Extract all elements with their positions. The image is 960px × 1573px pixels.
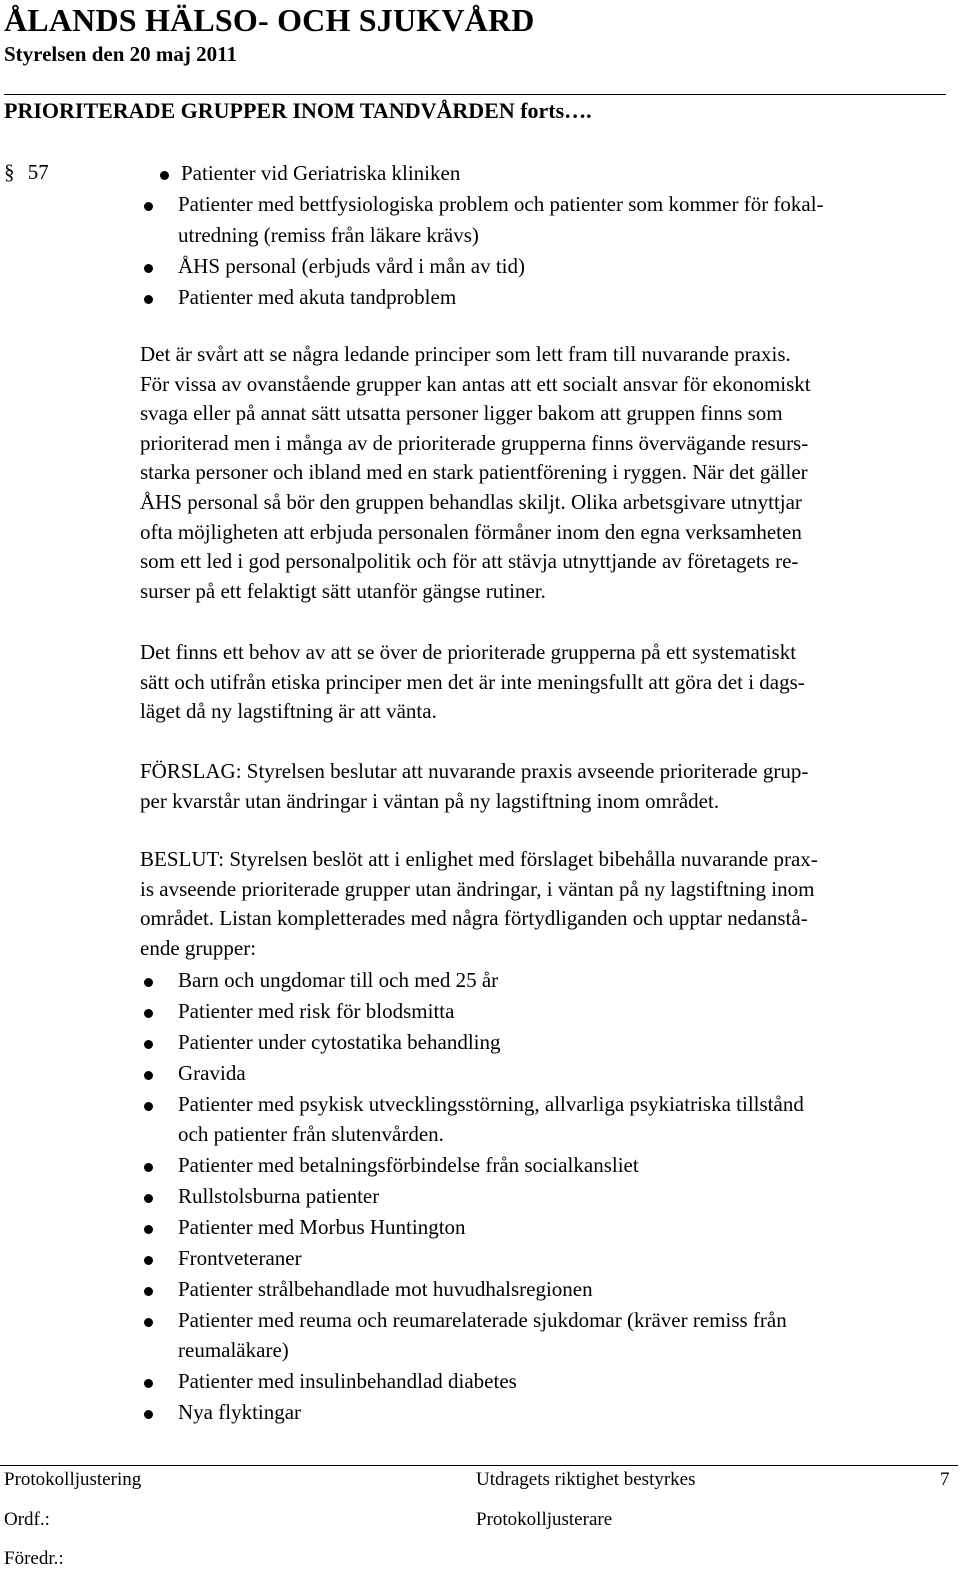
organization-name: ÅLANDS HÄLSO- OCH SJUKVÅRD	[4, 2, 535, 38]
bullet-icon	[144, 1287, 153, 1296]
paragraph-line: svaga eller på annat sätt utsatta personer ligger bakom att gruppen finns som	[140, 401, 783, 426]
page-number: 7	[940, 1469, 950, 1490]
bullet-icon	[160, 171, 169, 180]
bullet-icon	[144, 1009, 153, 1018]
paragraph-line: Det finns ett behov av att se över de prioriterade grupperna på ett systematiskt	[140, 640, 797, 664]
paragraph-line: ÅHS personal så bör den gruppen behandlas skiljt. Olika arbetsgivare utnyttjar	[140, 490, 802, 514]
list-item-text: Frontveteraner	[178, 1246, 302, 1270]
bullet-icon	[144, 202, 153, 211]
bullet-icon	[144, 1040, 153, 1049]
bullet-icon	[144, 1379, 153, 1388]
footer-presenter-label: Föredr.:	[4, 1548, 64, 1569]
bullet-icon	[144, 978, 153, 987]
paragraph-line: is avseende prioriterade grupper utan ändringar, i väntan på ny lagstiftning inom	[140, 876, 815, 901]
list-item-text: Patienter med akuta tandproblem	[178, 285, 457, 309]
bullet-icon	[144, 1225, 153, 1234]
paragraph-line: Det är svårt att se några ledande principer som lett fram till nuvarande praxis.	[140, 342, 791, 366]
bullet-icon	[144, 1102, 153, 1111]
paragraph-line: prioriterad men i många av de prioriterade grupperna finns övervägande resurs-	[140, 430, 809, 455]
list-item-text: Patienter under cytostatika behandling	[178, 1030, 501, 1054]
paragraph-line: som ett led i god personalpolitik och för att stävja utnyttjande av företagets re-	[140, 549, 799, 574]
list-item-text: Patienter med Morbus Huntington	[178, 1215, 466, 1239]
bullet-icon	[144, 295, 153, 304]
bullet-icon	[144, 1318, 153, 1327]
list-item-text: Patienter med reuma och reumarelaterade sjukdomar (kräver remiss från	[178, 1308, 787, 1332]
list-item-text: Barn och ungdomar till och med 25 år	[178, 968, 499, 992]
list-item-text: Patienter med bettfysiologiska problem och patienter som kommer för fokal-	[178, 192, 824, 216]
list-item-text: Rullstolsburna patienter	[178, 1184, 380, 1208]
meeting-date: Styrelsen den 20 maj 2011	[4, 42, 237, 66]
list-item-text: Nya flyktingar	[178, 1400, 302, 1424]
paragraph-line: per kvarstår utan ändringar i väntan på ny lagstiftning inom området.	[140, 788, 720, 813]
list-item-text: Patienter med betalningsförbindelse från socialkansliet	[178, 1153, 639, 1177]
list-item-text: och patienter från slutenvården.	[178, 1122, 444, 1146]
paragraph-line: starka personer och ibland med en stark patientförening i ryggen. När det gäller	[140, 460, 808, 485]
paragraph-line: läget då ny lagstiftning är att vänta.	[140, 699, 437, 724]
bullet-icon	[144, 1410, 153, 1419]
paragraph-line: BESLUT: Styrelsen beslöt att i enlighet med förslaget bibehålla nuvarande prax-	[140, 847, 818, 871]
paragraph-line: FÖRSLAG: Styrelsen beslutar att nuvarande praxis avseende prioriterade grup-	[140, 759, 809, 783]
footer-certification-label: Utdragets riktighet bestyrkes	[476, 1469, 696, 1490]
list-item-text: Patienter med insulinbehandlad diabetes	[178, 1369, 517, 1393]
list-item-text: Gravida	[178, 1061, 246, 1085]
header-divider	[4, 94, 946, 95]
bullet-icon	[144, 1071, 153, 1080]
paragraph-line: ende grupper:	[140, 935, 257, 960]
paragraph-symbol: §	[4, 160, 15, 184]
section-title: PRIORITERADE GRUPPER INOM TANDVÅRDEN forts….	[4, 98, 592, 123]
list-item-text: Patienter strålbehandlade mot huvudhalsregionen	[178, 1277, 593, 1301]
list-item-text: utredning (remiss från läkare krävs)	[178, 223, 479, 247]
footer-adjuster-label: Protokolljusterare	[476, 1509, 613, 1530]
bullet-icon	[144, 1194, 153, 1203]
footer-chair-label: Ordf.:	[4, 1509, 50, 1530]
paragraph-line: surser på ett felaktigt sätt utanför gängse rutiner.	[140, 578, 546, 603]
bullet-icon	[144, 1163, 153, 1172]
paragraph-number	[4, 160, 49, 185]
paragraph-line: ofta möjligheten att erbjuda personalen förmåner inom den egna verksamheten	[140, 519, 802, 544]
list-item-text: Patienter med psykisk utvecklingsstörning, allvarliga psykiatriska tillstånd	[178, 1092, 804, 1116]
paragraph-line: området. Listan kompletterades med några förtydliganden och upptar nedanstå-	[140, 906, 808, 931]
bullet-icon	[144, 264, 153, 273]
list-item-text: ÅHS personal (erbjuds vård i mån av tid)	[178, 254, 526, 278]
footer-adjustment-label: Protokolljustering	[4, 1469, 142, 1490]
bullet-icon	[144, 1256, 153, 1265]
list-item-text: Patienter med risk för blodsmitta	[178, 999, 455, 1023]
paragraph-line: För vissa av ovanstående grupper kan antas att ett socialt ansvar för ekonomiskt	[140, 371, 811, 396]
list-item-text: Patienter vid Geriatriska kliniken	[181, 161, 461, 185]
footer-divider	[0, 1465, 958, 1466]
list-item-text: reumaläkare)	[178, 1338, 289, 1362]
paragraph-line: sätt och utifrån etiska principer men det är inte meningsfullt att göra det i dags-	[140, 669, 805, 694]
paragraph-number-value: 57	[27, 160, 49, 184]
